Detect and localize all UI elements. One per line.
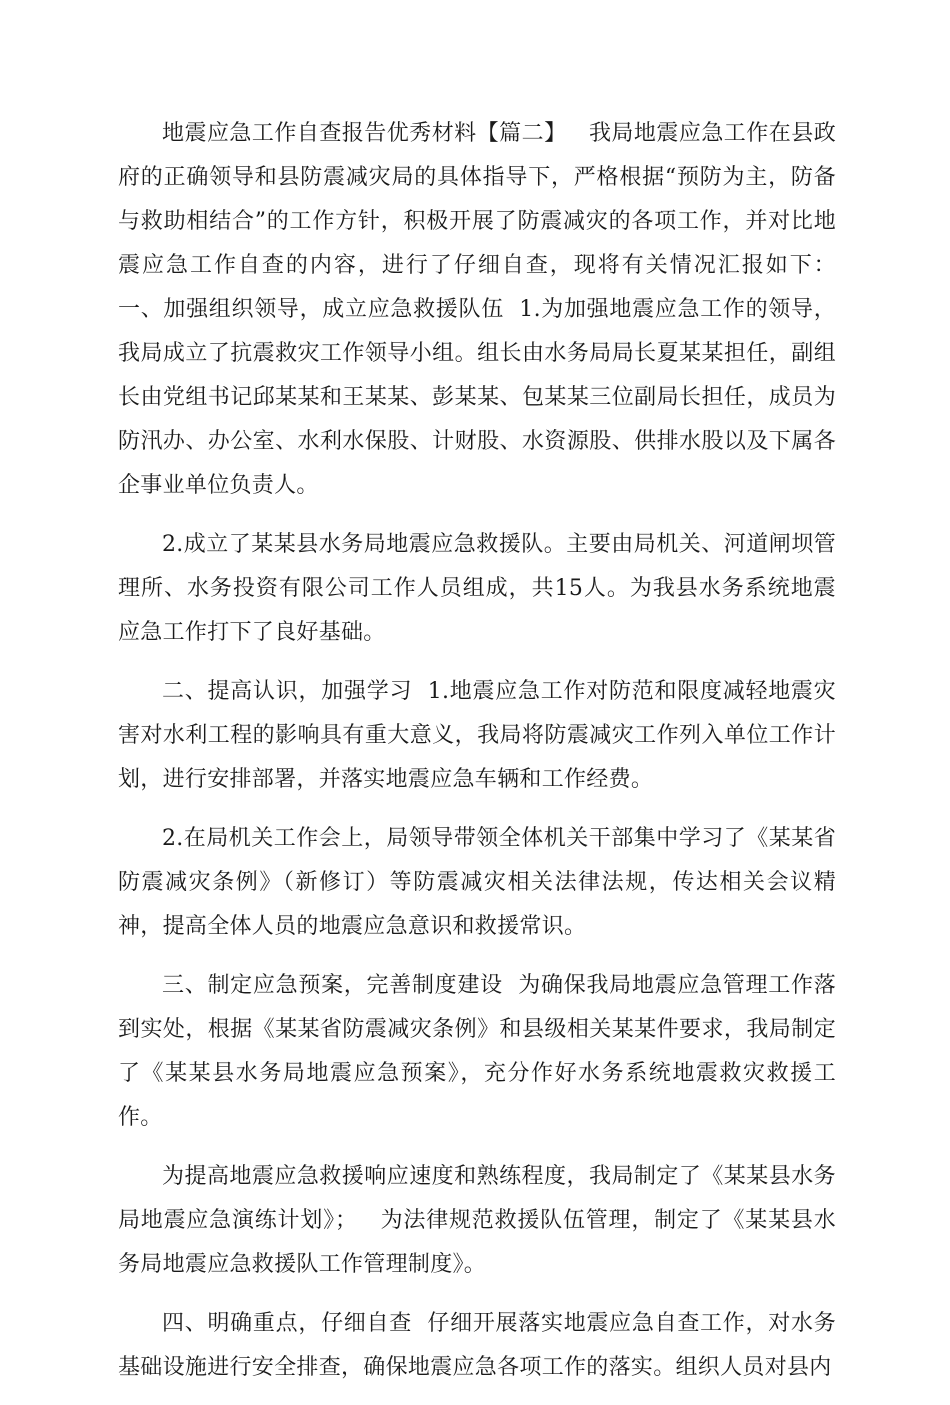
paragraph-study: 2.在局机关工作会上，局领导带领全体机关干部集中学习了《某某省防震减灾条例》（新修订）等防震减灾相关法律法规，传达相关会议精神，提高全体人员的地震应急意识和救援常识。: [118, 826, 836, 939]
paragraph-inspection: 四、明确重点，仔细自查 仔细开展落实地震应急自查工作，对水务基础设施进行安全排查，确保地震应急各项工作的落实。组织人员对县内: [118, 1311, 836, 1380]
paragraph-awareness: 二、提高认识，加强学习 1.地震应急工作对防范和限度减轻地震灾害对水利工程的影响具有重大意义，我局将防震减灾工作列入单位工作计划，进行安排部署，并落实地震应急车辆和工作经费。: [118, 679, 836, 792]
paragraph-intro: 地震应急工作自查报告优秀材料【篇二】 我局地震应急工作在县政府的正确领导和县防震减灾局的具体指导下，严格根据“预防为主，防备与救助相结合”的工作方针，积极开展了防震减灾的各项工作，并对比地震应急工作自查的内容，进行了仔细自查，现将有关情况汇报如下： 一、加强组织领导，成立应急救援队伍 1.为加强地震应急工作的领导，我局成立了抗震救灾工作领导小组。组长由水务局局长夏某某担任，副组长由党组书记邱某某和王某某、彭某某、包某某三位副局长担任，成员为防汛办、办公室、水利水保股、计财股、水资源股、供排水股以及下属各企事业单位负责人。: [118, 121, 858, 498]
paragraph-plan: 三、制定应急预案，完善制度建设 为确保我局地震应急管理工作落到实处，根据《某某省防震减灾条例》和县级相关某某件要求，我局制定了《某某县水务局地震应急预案》，充分作好水务系统地震救灾救援工作。: [118, 973, 836, 1130]
paragraph-drill: 为提高地震应急救援响应速度和熟练程度，我局制定了《某某县水务局地震应急演练计划》； 为法律规范救援队伍管理，制定了《某某县水务局地震应急救援队工作管理制度》。: [118, 1164, 836, 1277]
document-body: [118, 112, 858, 1405]
paragraph-rescue-team: 2.成立了某某县水务局地震应急救援队。主要由局机关、河道闸坝管理所、水务投资有限公司工作人员组成，共15人。为我县水务系统地震应急工作打下了良好基础。: [118, 532, 836, 645]
